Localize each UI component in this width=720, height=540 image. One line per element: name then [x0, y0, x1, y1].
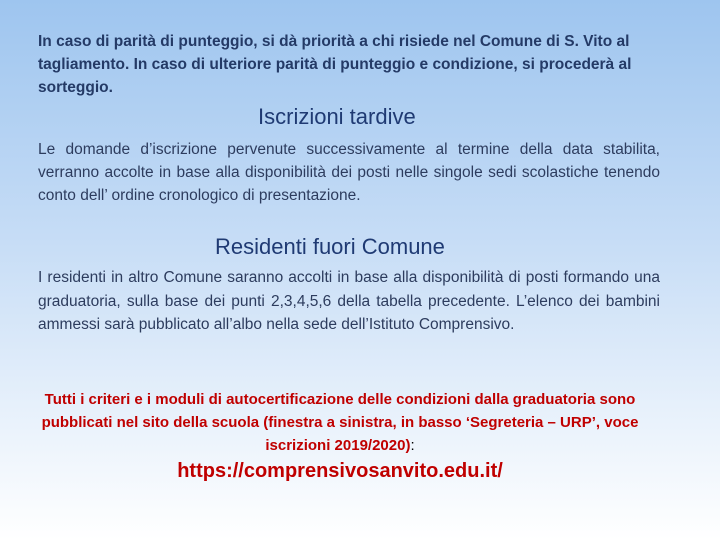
paragraph-late-enrollment: Le domande d’iscrizione pervenute successivamente al termine della data stabilita, verranno accolte in base alla disponibilità dei posti nelle singole sedi scolastiche tenendo conto dell’ ordine cronologico di presentazione.	[38, 141, 660, 204]
criteria-note	[30, 388, 650, 457]
criteria-note-colon: :	[410, 437, 415, 454]
paragraph-parity-rule: In caso di parità di punteggio, si dà priorità a chi risiede nel Comune di S. Vito al tagliamento. In caso di ulteriore parità di punteggio e condizione, si procederà al sorteggio.	[38, 33, 632, 96]
heading-non-residents: Residenti fuori Comune	[215, 234, 445, 259]
criteria-note-text: Tutti i criteri e i moduli di autocertificazione delle condizioni dalla graduatoria sono pubblicati nel sito della scuola (finestra a sinistra, in basso ‘Segreteria – URP’, voce iscrizioni 2019/2020)	[41, 391, 639, 454]
paragraph-non-residents: I residenti in altro Comune saranno accolti in base alla disponibilità di posti formando una graduatoria, sulla base dei punti 2,3,4,5,6 della tabella precedente. L’elenco dei bambini ammessi sarà pubblicato all’albo nella sede dell’Istituto Comprensivo.	[38, 269, 660, 333]
school-website-link[interactable]: https://comprensivosanvito.edu.it/	[177, 460, 503, 482]
heading-late-enrollment: Iscrizioni tardive	[258, 104, 416, 129]
